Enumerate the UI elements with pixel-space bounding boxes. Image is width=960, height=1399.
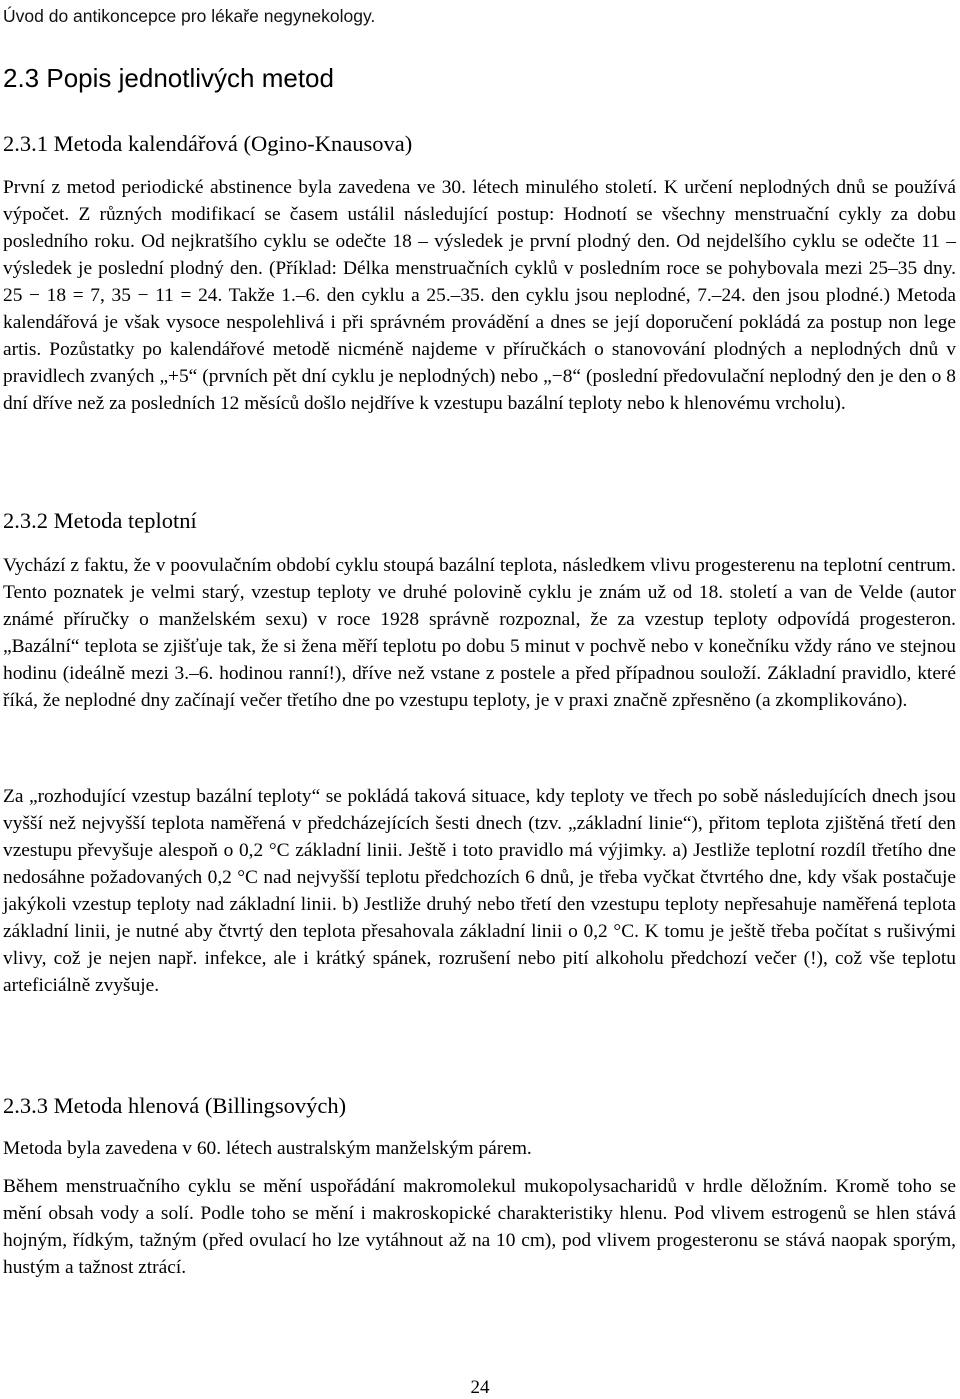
paragraph-mucus-method-2: Během menstruačního cyklu se mění uspořádání makromolekul mukopolysacharidů v hrdle děložním. Kromě toho se mění obsah vody a solí. Podle toho se mění i makroskopické charakteristiky hlenu. Pod vlivem estrogenů se hlen stává hojným, řídkým, tažným (před ovulací ho lze vytáhnout až na 10 cm), pod vlivem progesteronu se stává naopak sporým, hustým a tažnost ztrácí. — [3, 1176, 956, 1278]
subsection-title-temperature: 2.3.2 Metoda teplotní — [3, 508, 197, 533]
paragraph-temperature-method-2: Za „rozhodující vzestup bazální teploty“ se pokládá taková situace, kdy teploty ve třech po sobě následujících dnech jsou vyšší než nejvyšší teplota naměřená v předcházejících šesti dnech (tzv. „základní linie“), přitom teplota zjištěná třetí den vzestupu převyšuje alespoň o 0,2 °C základní linii. Ještě i toto pravidlo má výjimky. a) Jestliže teplotní rozdíl třetího dne nedosáhne požadovaných 0,2 °C nad nejvyšší teplotu předchozích 6 dnů, je třeba vyčkat čtvrtého dne, kdy však postačuje jakýkoli vzestup teploty nad základní linii. b) Jestliže druhý nebo třetí den vzestupu teploty nepřesahuje naměřená teplota základní linii, je nutné aby čtvrtý den teplota přesahovala základní linii o 0,2 °C. K tomu je ještě třeba počítat s rušivými vlivy, což je nejen např. infekce, ale i krátký spánek, rozrušení nebo pití alkoholu předchozí večer (!), což vše teplotu arteficiálně zvyšuje. — [3, 786, 956, 996]
running-header: Úvod do antikoncepce pro lékaře negynekology. — [3, 6, 376, 26]
page-number: 24 — [470, 1377, 490, 1398]
paragraph-mucus-method-1: Metoda byla zavedena v 60. létech australským manželským párem. — [3, 1138, 532, 1159]
paragraph-temperature-method-1: Vychází z faktu, že v poovulačním období cyklu stoupá bazální teplota, následkem vlivu progesterenu na teplotní centrum. Tento poznatek je velmi starý, vzestup teploty ve druhé polovině cyklu je znám už od 18. století a van de Velde (autor známé příručky o manželském sexu) v roce 1928 správně rozpoznal, že za vzestup teploty odpovídá progesteron. „Bazální“ teplota se zjišťuje tak, že si žena měří teplotu po dobu 5 minut v pochvě nebo v konečníku vždy ráno ve stejnou hodinu (ideálně mezi 3.–6. hodinou ranní!), dříve než vstane z postele a před případnou souloží. Základní pravidlo, které říká, že neplodné dny začínají večer třetího dne po vzestupu teploty, je v praxi značně zpřesněno (a zkomplikováno). — [3, 555, 956, 711]
paragraph-calendar-method: První z metod periodické abstinence byla zavedena ve 30. létech minulého století. K určení neplodných dnů se používá výpočet. Z různých modifikací se časem ustálil následující postup: Hodnotí se všechny menstruační cykly za dobu posledního roku. Od nejkratšího cyklu se odečte 18 – výsledek je první plodný den. Od nejdelšího cyklu se odečte 11 – výsledek je poslední plodný den. (Příklad: Délka menstruačních cyklů v posledním roce se pohybovala mezi 25–35 dny. 25 − 18 = 7, 35 − 11 = 24. Takže 1.–6. den cyklu a 25.–35. den cyklu jsou neplodné, 7.–24. den jsou plodné.) Metoda kalendářová je však vysoce nespolehlivá i při správném provádění a dnes se její doporučení pokládá za postup non lege artis. Pozůstatky po kalendářové metodě nicméně najdeme v příručkách o stanovování plodných a neplodných dnů v pravidlech zvaných „+5“ (prvních pět dní cyklu je neplodných) nebo „−8“ (poslední předovulační neplodný den je den o 8 dní dříve než za posledních 12 měsíců došlo nejdříve k vzestupu bazální teploty nebo k hlenovému vrcholu). — [3, 177, 956, 414]
subsection-title-calendar: 2.3.1 Metoda kalendářová (Ogino-Knausova) — [3, 131, 413, 156]
subsection-title-mucus: 2.3.3 Metoda hlenová (Billingsových) — [3, 1093, 347, 1118]
section-title: 2.3 Popis jednotlivých metod — [3, 63, 334, 93]
